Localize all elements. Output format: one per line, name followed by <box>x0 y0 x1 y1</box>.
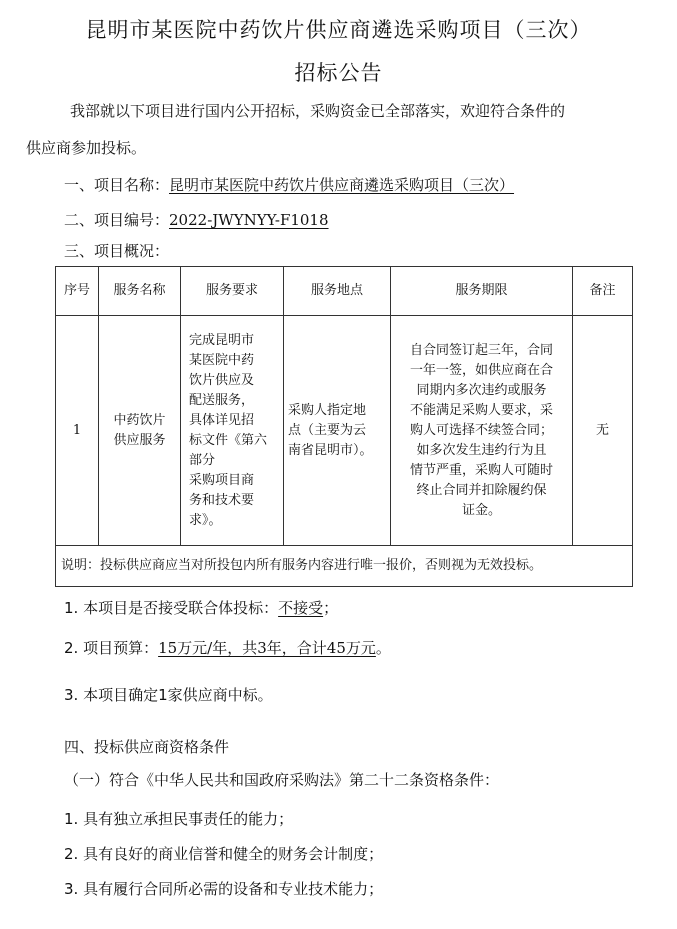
consortium-value: 不接受 <box>278 599 324 617</box>
cell-line: 终止合同并扣除履约保 <box>416 482 547 498</box>
consortium-label: 1. 本项目是否接受联合体投标： <box>64 599 279 617</box>
service-table <box>55 266 633 587</box>
consortium-suffix: ； <box>323 599 339 617</box>
header-service-period: 服务期限 <box>391 267 573 316</box>
cell-index: 1 <box>56 316 99 546</box>
budget-label: 2. 项目预算： <box>64 639 159 657</box>
header-remark: 备注 <box>573 267 633 316</box>
qualification-item-2: 2. 具有良好的商业信誉和健全的财务会计制度； <box>64 845 384 863</box>
project-name-line <box>64 174 514 195</box>
budget-line <box>64 637 391 658</box>
cell-line: 采购人指定地 <box>288 402 367 418</box>
doc-title: 昆明市某医院中药饮片供应商遴选采购项目（三次） <box>85 18 592 42</box>
intro-paragraph-line1: 我部就以下项目进行国内公开招标，采购资金已全部落实，欢迎符合条件的 <box>70 102 566 120</box>
qualification-item-3: 3. 具有履行合同所必需的设备和专业技术能力； <box>64 880 384 898</box>
project-number-label: 二、项目编号： <box>64 211 170 229</box>
header-index: 序号 <box>56 267 99 316</box>
project-overview-heading: 三、项目概况： <box>64 242 170 260</box>
project-number-line <box>64 209 329 230</box>
section-four-heading: 四、投标供应商资格条件 <box>64 738 230 756</box>
cell-line: 饮片供应及 <box>189 372 255 388</box>
cell-service-name <box>99 316 181 546</box>
cell-line: 某医院中药 <box>189 352 255 368</box>
cell-line: 部分 <box>189 452 216 468</box>
cell-line: 完成昆明市 <box>189 332 255 348</box>
winner-count-line: 3. 本项目确定1家供应商中标。 <box>64 686 273 704</box>
table-note-row <box>56 546 633 587</box>
cell-line: 一年一签，如供应商在合 <box>409 362 553 378</box>
cell-service-requirement <box>181 316 284 546</box>
cell-line: 务和技术要 <box>189 492 255 508</box>
table-row <box>56 316 633 546</box>
cell-line: 求》。 <box>189 512 222 528</box>
project-number-value: 2022-JWYNYY-F1018 <box>169 211 329 229</box>
consortium-line <box>64 597 338 618</box>
cell-line: 不能满足采购人要求，采 <box>409 402 553 418</box>
cell-service-location <box>284 316 391 546</box>
budget-suffix: 。 <box>375 639 391 657</box>
budget-value: 15万元/年，共3年，合计45万元 <box>158 639 376 657</box>
project-name-label: 一、项目名称： <box>64 176 170 194</box>
project-name-value: 昆明市某医院中药饮片供应商遴选采购项目（三次） <box>169 176 515 194</box>
cell-line: 点（主要为云 <box>288 422 367 438</box>
cell-service-period <box>391 316 573 546</box>
header-service-requirement: 服务要求 <box>181 267 284 316</box>
header-service-location: 服务地点 <box>284 267 391 316</box>
cell-line: 采购项目商 <box>189 472 255 488</box>
table-note: 说明：投标供应商应当对所投包内所有服务内容进行唯一报价，否则视为无效投标。 <box>56 546 633 587</box>
cell-line: 中药饮片 <box>113 412 166 428</box>
cell-line: 购人可选择不续签合同； <box>409 422 553 438</box>
cell-line: 证金。 <box>461 502 501 518</box>
intro-paragraph-line2: 供应商参加投标。 <box>26 139 147 157</box>
cell-remark: 无 <box>573 316 633 546</box>
doc-subtitle: 招标公告 <box>294 61 383 85</box>
qualification-item-1: 1. 具有独立承担民事责任的能力； <box>64 810 294 828</box>
header-service-name: 服务名称 <box>99 267 181 316</box>
cell-line: 供应服务 <box>113 432 166 448</box>
qualification-intro: （一）符合《中华人民共和国政府采购法》第二十二条资格条件： <box>64 771 500 789</box>
cell-line: 具体详见招 <box>189 412 255 428</box>
cell-line: 同期内多次违约或服务 <box>416 382 547 398</box>
cell-line: 情节严重，采购人可随时 <box>409 462 553 478</box>
table-header-row <box>56 267 633 316</box>
cell-line: 如多次发生违约行为且 <box>416 442 547 458</box>
cell-line: 南省昆明市）。 <box>288 442 373 458</box>
cell-line: 配送服务， <box>189 392 255 408</box>
cell-line: 自合同签订起三年，合同 <box>409 342 553 358</box>
cell-line: 标文件《第六 <box>189 432 268 448</box>
